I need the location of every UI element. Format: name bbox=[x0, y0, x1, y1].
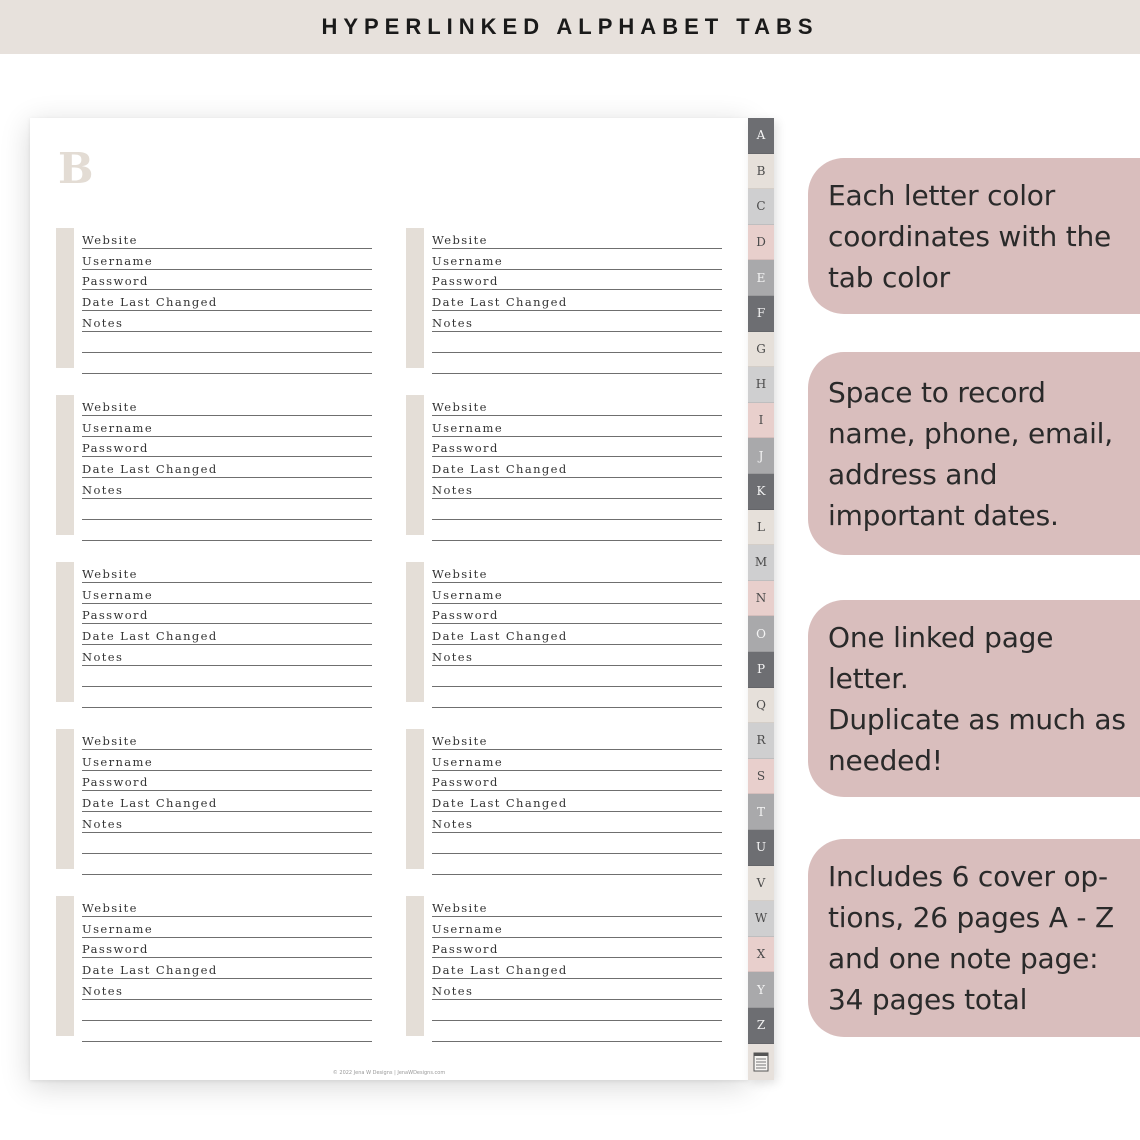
card-fields bbox=[82, 729, 372, 875]
field-line[interactable] bbox=[432, 249, 722, 270]
callout-text: Each letter color coordinates with the tab color bbox=[828, 178, 1112, 294]
field-label: Website bbox=[82, 399, 138, 414]
card-fields bbox=[432, 729, 722, 875]
card-fields bbox=[82, 562, 372, 708]
field-line[interactable] bbox=[432, 604, 722, 625]
notes-line[interactable] bbox=[82, 687, 372, 708]
field-label: Username bbox=[82, 921, 154, 936]
field-line[interactable] bbox=[82, 478, 372, 499]
notes-page-icon bbox=[753, 1052, 769, 1072]
notes-line[interactable] bbox=[82, 1000, 372, 1021]
card-fields bbox=[82, 228, 372, 374]
field-line[interactable] bbox=[432, 750, 722, 771]
card-accent-bar bbox=[56, 228, 74, 368]
field-line[interactable] bbox=[82, 958, 372, 979]
field-line[interactable] bbox=[82, 457, 372, 478]
field-label: Username bbox=[432, 253, 504, 268]
field-line[interactable] bbox=[432, 311, 722, 332]
notes-line[interactable] bbox=[432, 1000, 722, 1021]
field-label: Password bbox=[82, 441, 149, 456]
field-label: Username bbox=[82, 253, 154, 268]
field-label: Password bbox=[432, 775, 499, 790]
card-accent-bar bbox=[56, 729, 74, 869]
field-label: Date Last Changed bbox=[82, 963, 218, 978]
field-line[interactable] bbox=[432, 979, 722, 1000]
field-line[interactable] bbox=[432, 562, 722, 583]
notes-line[interactable] bbox=[432, 520, 722, 541]
field-line[interactable] bbox=[82, 416, 372, 437]
field-label: Date Last Changed bbox=[432, 963, 568, 978]
password-card bbox=[56, 562, 372, 702]
field-line[interactable] bbox=[432, 395, 722, 416]
field-line[interactable] bbox=[432, 729, 722, 750]
alphabet-tabs bbox=[748, 118, 774, 1080]
notes-line[interactable] bbox=[432, 499, 722, 520]
field-label: Notes bbox=[432, 816, 474, 831]
field-label: Website bbox=[432, 232, 488, 247]
tab-n[interactable]: N bbox=[748, 581, 774, 617]
callout-text: Space to record name, phone, email, address and important dates. bbox=[828, 375, 1113, 532]
field-label: Website bbox=[82, 566, 138, 581]
field-label: Date Last Changed bbox=[82, 796, 218, 811]
field-line[interactable] bbox=[432, 812, 722, 833]
field-line[interactable] bbox=[82, 604, 372, 625]
password-page bbox=[30, 118, 748, 1080]
card-fields bbox=[432, 562, 722, 708]
field-line[interactable] bbox=[82, 624, 372, 645]
tab-c[interactable]: C bbox=[748, 189, 774, 225]
feature-callout bbox=[808, 600, 1140, 797]
card-accent-bar bbox=[56, 896, 74, 1036]
password-card bbox=[56, 896, 372, 1036]
password-card bbox=[56, 395, 372, 535]
password-card bbox=[406, 896, 722, 1036]
field-label: Username bbox=[432, 420, 504, 435]
card-fields bbox=[432, 228, 722, 374]
notes-line[interactable] bbox=[432, 332, 722, 353]
field-line[interactable] bbox=[432, 583, 722, 604]
field-line[interactable] bbox=[82, 917, 372, 938]
field-line[interactable] bbox=[82, 437, 372, 458]
field-label: Password bbox=[82, 775, 149, 790]
card-fields bbox=[82, 896, 372, 1042]
tab-j[interactable]: J bbox=[748, 438, 774, 474]
field-label: Password bbox=[82, 274, 149, 289]
field-label: Date Last Changed bbox=[432, 462, 568, 477]
field-line[interactable] bbox=[82, 938, 372, 959]
notes-line[interactable] bbox=[82, 520, 372, 541]
field-label: Password bbox=[432, 274, 499, 289]
field-label: Notes bbox=[432, 983, 474, 998]
notes-line[interactable] bbox=[82, 1021, 372, 1042]
field-line[interactable] bbox=[82, 729, 372, 750]
tab-r[interactable]: R bbox=[748, 723, 774, 759]
field-line[interactable] bbox=[432, 791, 722, 812]
field-line[interactable] bbox=[82, 395, 372, 416]
notes-line[interactable] bbox=[82, 353, 372, 374]
card-accent-bar bbox=[56, 395, 74, 535]
field-line[interactable] bbox=[432, 645, 722, 666]
field-line[interactable] bbox=[82, 249, 372, 270]
field-label: Username bbox=[82, 420, 154, 435]
field-line[interactable] bbox=[82, 228, 372, 249]
field-label: Website bbox=[432, 399, 488, 414]
password-card bbox=[56, 729, 372, 869]
field-label: Notes bbox=[82, 649, 124, 664]
card-accent-bar bbox=[406, 395, 424, 535]
callout-text: One linked page letter. Duplicate as much as needed! bbox=[828, 620, 1126, 777]
card-accent-bar bbox=[406, 896, 424, 1036]
field-line[interactable] bbox=[82, 791, 372, 812]
field-line[interactable] bbox=[432, 896, 722, 917]
tab-b[interactable]: B bbox=[748, 154, 774, 190]
field-label: Password bbox=[82, 608, 149, 623]
field-label: Website bbox=[432, 900, 488, 915]
field-label: Username bbox=[82, 754, 154, 769]
tab-d[interactable]: D bbox=[748, 225, 774, 261]
field-label: Username bbox=[432, 754, 504, 769]
field-label: Password bbox=[432, 608, 499, 623]
field-line[interactable] bbox=[432, 771, 722, 792]
callout-text: Includes 6 cover op- tions, 26 pages A - Z and one note page: 34 pages total bbox=[828, 860, 1115, 1016]
field-line[interactable] bbox=[82, 562, 372, 583]
notes-line[interactable] bbox=[432, 1021, 722, 1042]
tab-v[interactable]: V bbox=[748, 866, 774, 902]
field-label: Username bbox=[432, 587, 504, 602]
field-line[interactable] bbox=[432, 478, 722, 499]
field-line[interactable] bbox=[82, 311, 372, 332]
field-line[interactable] bbox=[82, 750, 372, 771]
tab-t[interactable]: T bbox=[748, 794, 774, 830]
tab-q[interactable]: Q bbox=[748, 688, 774, 724]
field-line[interactable] bbox=[82, 896, 372, 917]
field-label: Date Last Changed bbox=[432, 796, 568, 811]
header-bar bbox=[0, 0, 1140, 54]
feature-callout bbox=[808, 158, 1140, 314]
card-fields bbox=[432, 896, 722, 1042]
field-label: Notes bbox=[432, 649, 474, 664]
field-line[interactable] bbox=[82, 270, 372, 291]
tab-y[interactable]: Y bbox=[748, 972, 774, 1008]
field-line[interactable] bbox=[82, 290, 372, 311]
feature-callout bbox=[808, 839, 1140, 1037]
tab-g[interactable]: G bbox=[748, 332, 774, 368]
card-fields bbox=[432, 395, 722, 541]
field-label: Password bbox=[432, 942, 499, 957]
field-label: Date Last Changed bbox=[82, 462, 218, 477]
card-accent-bar bbox=[406, 228, 424, 368]
password-card bbox=[406, 729, 722, 869]
field-line[interactable] bbox=[82, 812, 372, 833]
field-line[interactable] bbox=[432, 457, 722, 478]
tab-z[interactable]: Z bbox=[748, 1008, 774, 1044]
field-label: Date Last Changed bbox=[432, 295, 568, 310]
field-label: Website bbox=[432, 733, 488, 748]
field-label: Notes bbox=[432, 315, 474, 330]
notes-line[interactable] bbox=[432, 353, 722, 374]
notes-line[interactable] bbox=[432, 687, 722, 708]
tab-w[interactable]: W bbox=[748, 901, 774, 937]
password-card bbox=[56, 228, 372, 368]
notes-line[interactable] bbox=[432, 833, 722, 854]
field-line[interactable] bbox=[432, 416, 722, 437]
field-line[interactable] bbox=[432, 437, 722, 458]
tab-s[interactable]: S bbox=[748, 759, 774, 795]
tab-h[interactable]: H bbox=[748, 367, 774, 403]
tab-a[interactable]: A bbox=[748, 118, 774, 154]
field-label: Notes bbox=[432, 482, 474, 497]
tab-k[interactable]: K bbox=[748, 474, 774, 510]
field-label: Password bbox=[82, 942, 149, 957]
field-label: Notes bbox=[82, 983, 124, 998]
notes-line[interactable] bbox=[432, 854, 722, 875]
tab-l[interactable]: L bbox=[748, 510, 774, 546]
field-label: Date Last Changed bbox=[432, 629, 568, 644]
tab-x[interactable]: X bbox=[748, 937, 774, 973]
field-label: Website bbox=[432, 566, 488, 581]
notes-tab[interactable] bbox=[748, 1044, 774, 1080]
page-letter: B bbox=[58, 144, 94, 193]
field-label: Password bbox=[432, 441, 499, 456]
field-line[interactable] bbox=[82, 583, 372, 604]
field-label: Website bbox=[82, 232, 138, 247]
tab-e[interactable]: E bbox=[748, 260, 774, 296]
field-line[interactable] bbox=[432, 917, 722, 938]
field-line[interactable] bbox=[82, 771, 372, 792]
card-accent-bar bbox=[56, 562, 74, 702]
card-accent-bar bbox=[406, 729, 424, 869]
password-card bbox=[406, 228, 722, 368]
footer-credit: © 2022 Jena W Designs | JenaWDesigns.com bbox=[332, 1070, 446, 1076]
field-line[interactable] bbox=[432, 270, 722, 291]
tab-p[interactable]: P bbox=[748, 652, 774, 688]
tab-u[interactable]: U bbox=[748, 830, 774, 866]
field-line[interactable] bbox=[432, 228, 722, 249]
field-line[interactable] bbox=[432, 958, 722, 979]
field-label: Username bbox=[432, 921, 504, 936]
field-label: Notes bbox=[82, 315, 124, 330]
notes-line[interactable] bbox=[82, 332, 372, 353]
notes-line[interactable] bbox=[82, 666, 372, 687]
tab-i[interactable]: I bbox=[748, 403, 774, 439]
field-label: Date Last Changed bbox=[82, 295, 218, 310]
field-label: Username bbox=[82, 587, 154, 602]
field-line[interactable] bbox=[432, 624, 722, 645]
password-card bbox=[406, 395, 722, 535]
feature-callout bbox=[808, 352, 1140, 555]
password-card bbox=[406, 562, 722, 702]
field-label: Notes bbox=[82, 482, 124, 497]
tab-f[interactable]: F bbox=[748, 296, 774, 332]
field-label: Date Last Changed bbox=[82, 629, 218, 644]
field-line[interactable] bbox=[82, 979, 372, 1000]
field-line[interactable] bbox=[432, 290, 722, 311]
field-label: Notes bbox=[82, 816, 124, 831]
tab-o[interactable]: O bbox=[748, 616, 774, 652]
field-line[interactable] bbox=[82, 645, 372, 666]
tab-m[interactable]: M bbox=[748, 545, 774, 581]
header-title: HYPERLINKED ALPHABET TABS bbox=[321, 14, 819, 39]
field-line[interactable] bbox=[432, 938, 722, 959]
notes-line[interactable] bbox=[82, 499, 372, 520]
notes-line[interactable] bbox=[432, 666, 722, 687]
notes-line[interactable] bbox=[82, 854, 372, 875]
field-label: Website bbox=[82, 900, 138, 915]
field-label: Website bbox=[82, 733, 138, 748]
card-fields bbox=[82, 395, 372, 541]
card-accent-bar bbox=[406, 562, 424, 702]
notes-line[interactable] bbox=[82, 833, 372, 854]
